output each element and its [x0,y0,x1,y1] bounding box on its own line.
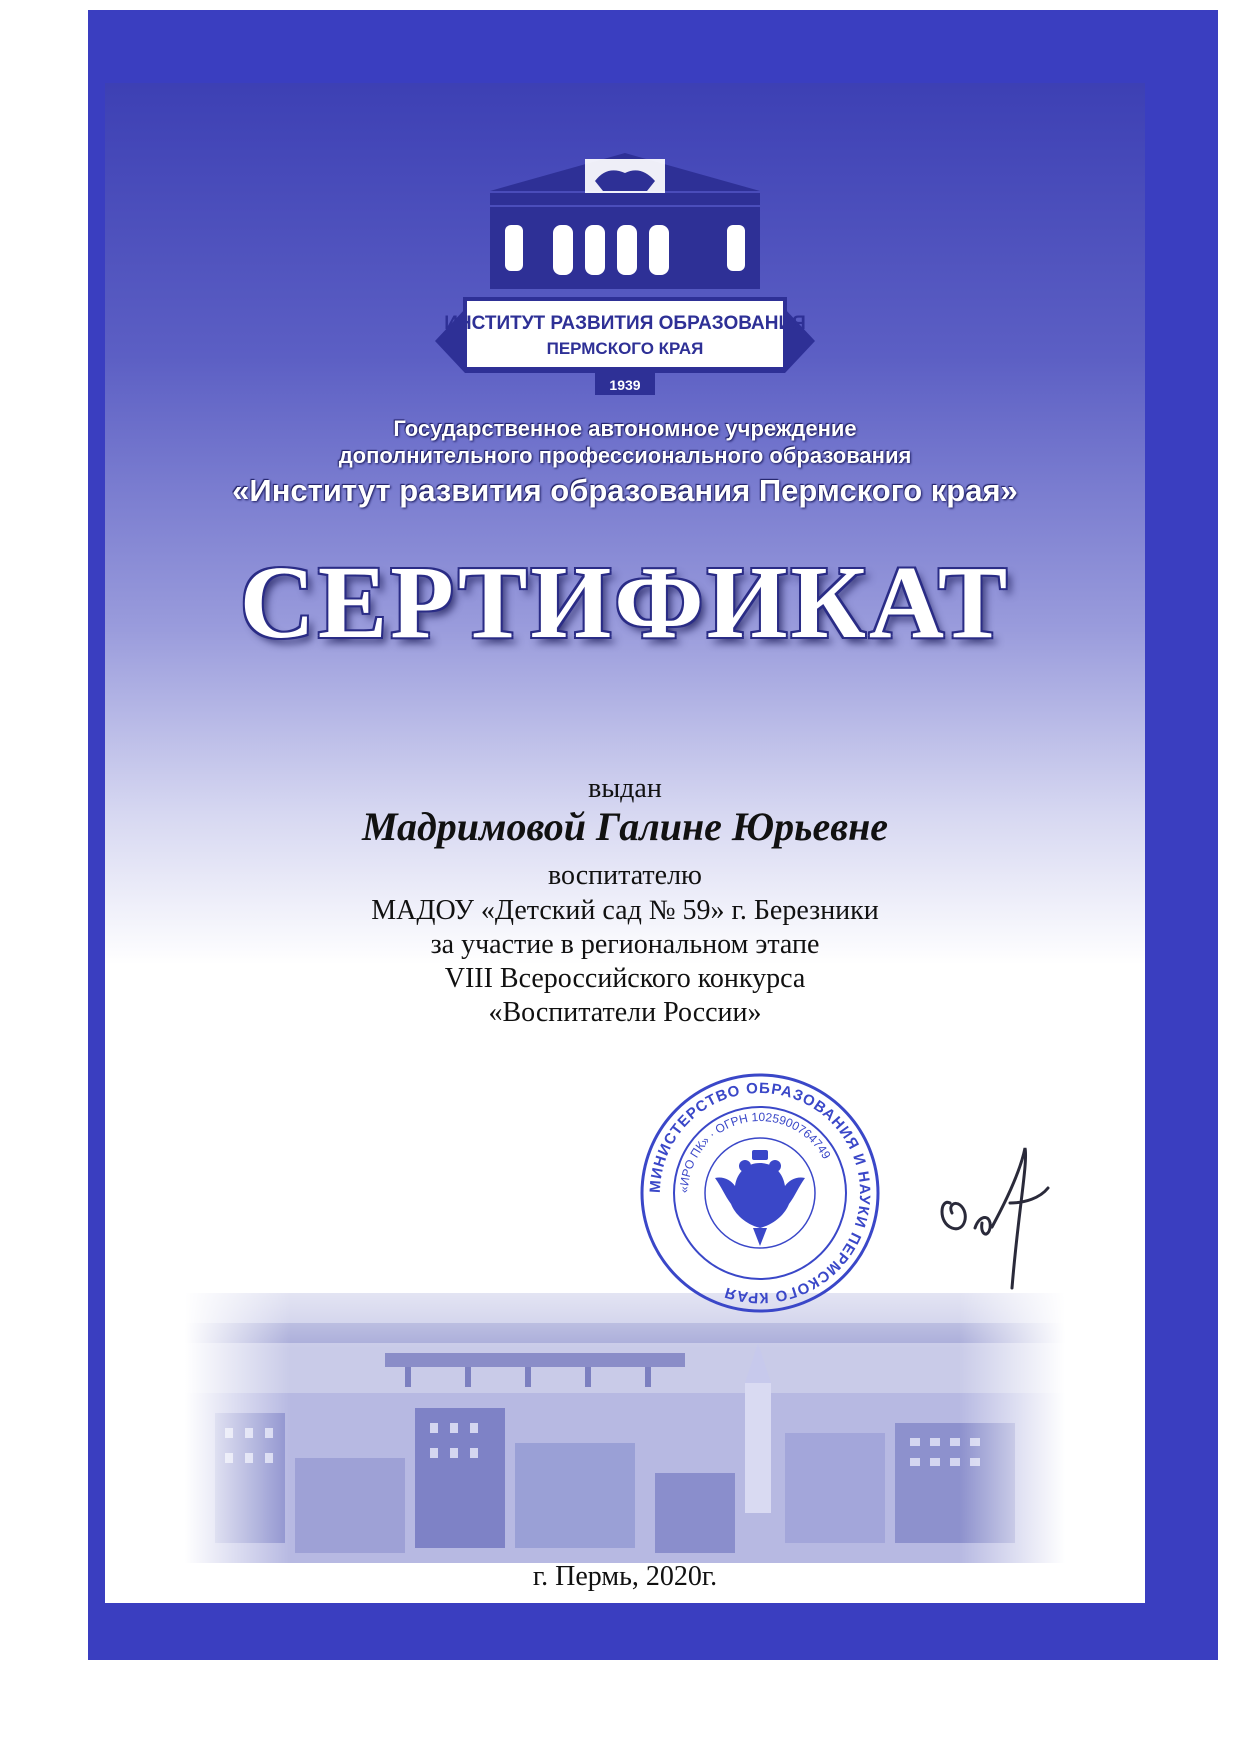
certificate-title: СЕРТИФИКАТ [239,545,1011,660]
seal-outer-text: МИНИСТЕРСТВО ОБРАЗОВАНИЯ И НАУКИ ПЕРМСКОГО КРАЯ [646,1079,874,1307]
signature [930,1143,1060,1293]
place-and-date: г. Пермь, 2020г. [532,1561,718,1592]
institute-logo [435,151,815,401]
certificate-panel [105,83,1145,1603]
reason-line1: за участие в региональном этапе [430,929,820,960]
organization-line2: дополнительного профессионального образования [338,443,912,468]
logo-year: 1939 [609,377,641,393]
double-headed-eagle-icon [715,1150,805,1246]
organization-line1: Государственное автономное учреждение [393,416,857,441]
seal-inner-text: «ИРО ПК» · ОГРН 1025900764749 [676,1109,834,1194]
contest-name: «Воспитатели России» [488,997,762,1028]
reason-line2: VIII Всероссийского конкурса [444,963,806,994]
recipient-name: Мадримовой Галине Юрьевне [361,804,889,849]
logo-line1: ИНСТИТУТ РАЗВИТИЯ ОБРАЗОВАНИЯ [444,313,806,334]
recipient-position: воспитателю [548,860,702,891]
organization-name: «Институт развития образования Пермского края» [232,473,1018,508]
official-seal-stamp [635,1068,885,1318]
recipient-institution: МАДОУ «Детский сад № 59» г. Березники [371,895,879,926]
issued-label: выдан [588,773,662,804]
logo-line2: ПЕРМСКОГО КРАЯ [546,339,704,358]
